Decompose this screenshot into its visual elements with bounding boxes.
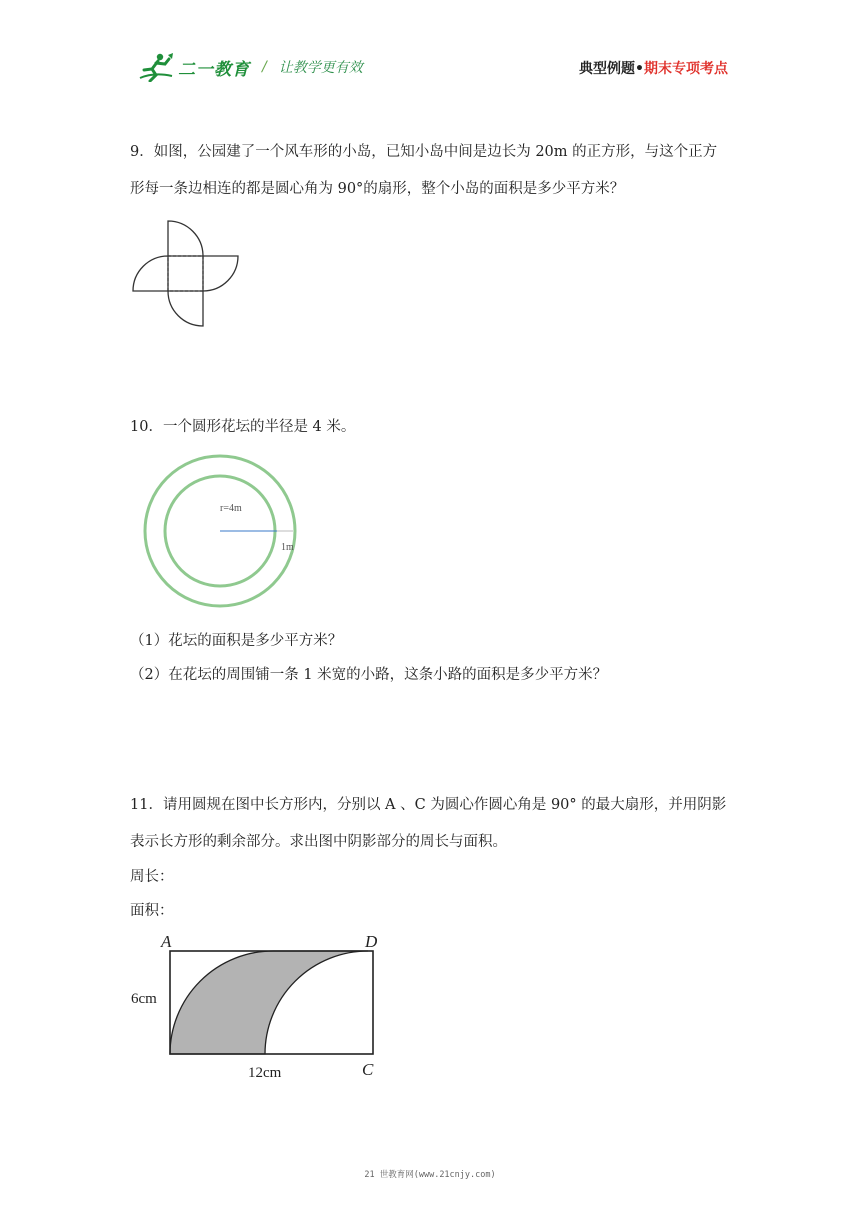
q10-sub2: （2）在花坛的周围铺一条 1 米宽的小路，这条小路的面积是多少平方米？ (130, 667, 608, 683)
vertex-a-label: A (161, 932, 172, 951)
page-header (0, 0, 860, 110)
q9-line2: 形每一条边相连的都是圆心角为 90°的扇形，整个小岛的面积是多少平方米？ (130, 181, 625, 197)
q11-line2: 表示长方形的剩余部分。求出图中阴影部分的周长与面积。 (130, 834, 507, 850)
sector-right (203, 256, 238, 291)
q10-sub1: （1）花坛的面积是多少平方米？ (130, 633, 343, 649)
header-category (579, 58, 728, 78)
path-width-label: 1m (281, 542, 294, 553)
shaded-region (170, 951, 368, 1054)
brand-name: 二一教育 (178, 59, 250, 80)
vertex-c-label: C (362, 1060, 374, 1079)
sector-bottom (168, 291, 203, 326)
sector-left (133, 256, 168, 291)
brand-logo (138, 50, 363, 84)
header-category-type: 典型例题• (579, 61, 644, 77)
vertex-d-label: D (365, 932, 378, 951)
center-square (168, 256, 203, 291)
width-label: 6cm (131, 991, 157, 1007)
q11-perimeter-label: 周长： (130, 869, 174, 885)
q9-line1: 9．如图，公园建了一个风车形的小岛，已知小岛中间是边长为 20m 的正方形，与这个正方 (130, 144, 718, 160)
brand-separator: / (262, 59, 267, 75)
flowerbed-figure (140, 454, 310, 610)
runner-logo-icon (138, 52, 174, 82)
q10-stem: 10．一个圆形花坛的半径是 4 米。 (130, 419, 356, 435)
sector-top (168, 221, 203, 256)
brand-slogan: 让教学更有效 (278, 60, 363, 76)
length-label: 12cm (248, 1065, 282, 1081)
radius-label: r=4m (220, 503, 242, 514)
pinwheel-figure (128, 214, 244, 330)
rectangle-sectors-figure (128, 928, 388, 1084)
header-category-topic: 期末专项考点 (644, 61, 728, 77)
q11-area-label: 面积： (130, 903, 174, 919)
q11-line1: 11．请用圆规在图中长方形内，分别以 A 、C 为圆心作圆心角是 90° 的最大扇形，并用阴影 (130, 797, 727, 813)
page-footer: 21 世教育网(www.21cnjy.com) (364, 1170, 496, 1180)
